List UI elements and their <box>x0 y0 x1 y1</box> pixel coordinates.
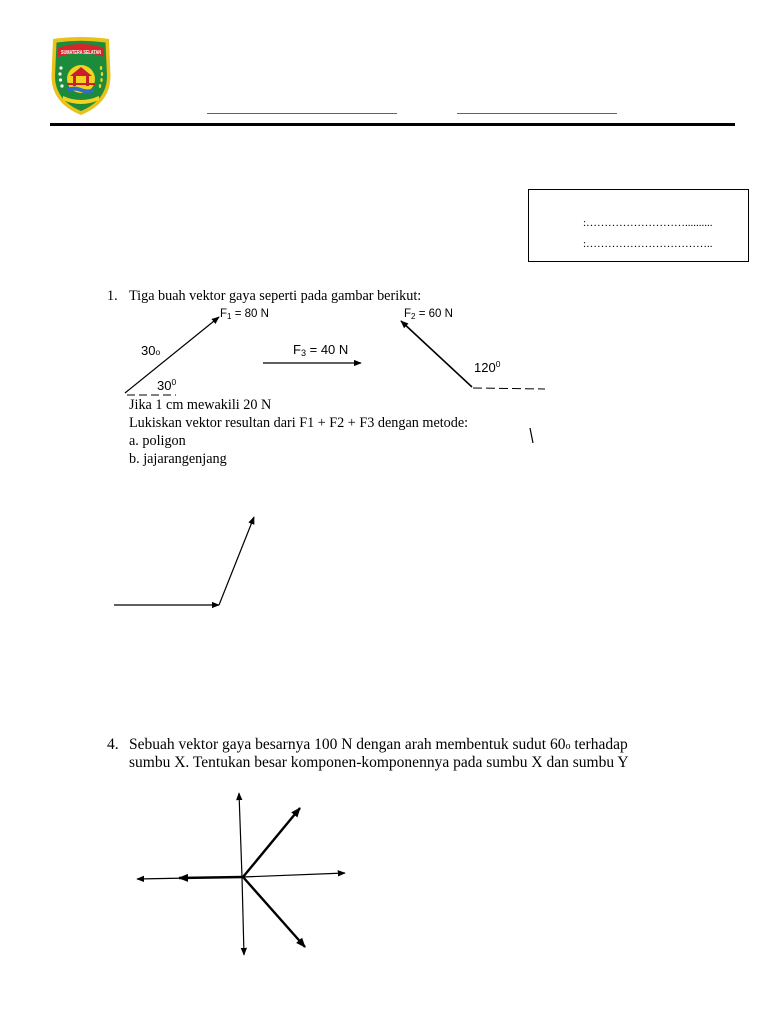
f2-angle-mark: 0 <box>495 359 501 369</box>
f2-value: = 60 N <box>415 308 453 320</box>
f1-lower-angle-value: 30 <box>157 378 172 393</box>
y-axis-up-arrow <box>239 793 242 877</box>
question-1-instruction: Lukiskan vektor resultan dari F1 + F2 + F3 dengan metode: <box>129 415 469 431</box>
f1-value: = 80 N <box>231 308 269 320</box>
f3-value: = 40 N <box>306 342 349 357</box>
lower-vector-arrow <box>243 877 305 947</box>
x-component-arrow <box>179 877 243 878</box>
question-4-text-end: terhadap <box>570 736 628 753</box>
question-1-option-b: b. jajarangenjang <box>129 451 227 467</box>
f2-angle-value: 120 <box>474 360 496 375</box>
question-1-option-a: a. poligon <box>129 433 186 449</box>
question-1-prompt: Tiga buah vektor gaya seperti pada gambar berikut: <box>129 288 422 304</box>
f1-lower-angle-mark: 0 <box>171 377 177 387</box>
f3-index: 3 <box>300 348 307 358</box>
question-4-degree-mark: o <box>565 741 571 752</box>
question-1-scale-note: Jika 1 cm mewakili 20 N <box>129 397 272 413</box>
question-4-text-line-2: sumbu X. Tentukan besar komponen-komponennya pada sumbu X dan sumbu Y <box>129 754 629 771</box>
f2-vector-arrow <box>401 321 472 387</box>
sketch-slanted-vector-arrow <box>219 517 254 605</box>
question-1-number: 1. <box>107 288 118 304</box>
f1-upper-angle-value: 30 <box>141 343 156 358</box>
question-4-number: 4. <box>107 736 119 753</box>
f2-reference-dashed-line <box>473 388 545 389</box>
f2-index: 2 <box>411 312 416 321</box>
f2-symbol: F <box>404 308 412 320</box>
question-4-text-start: Sebuah vektor gaya besarnya 100 N dengan arah membentuk sudut 60 <box>129 736 566 753</box>
f1-symbol: F <box>220 308 228 320</box>
f3-symbol: F <box>293 342 301 357</box>
x-axis-right-arrow <box>243 873 345 877</box>
stray-tick-mark <box>530 428 533 443</box>
logo-lettering: SUMATERA SELATAN <box>61 50 102 56</box>
f1-vector-arrow <box>125 317 219 393</box>
force-vector-arrow <box>243 808 300 877</box>
y-axis-down-arrow <box>242 877 244 955</box>
identity-line-2: :…………………………….. <box>583 238 713 250</box>
f1-index: 1 <box>227 312 232 321</box>
f1-upper-angle-mark: o <box>155 347 161 357</box>
identity-line-1: :……………………….......... <box>583 217 713 229</box>
